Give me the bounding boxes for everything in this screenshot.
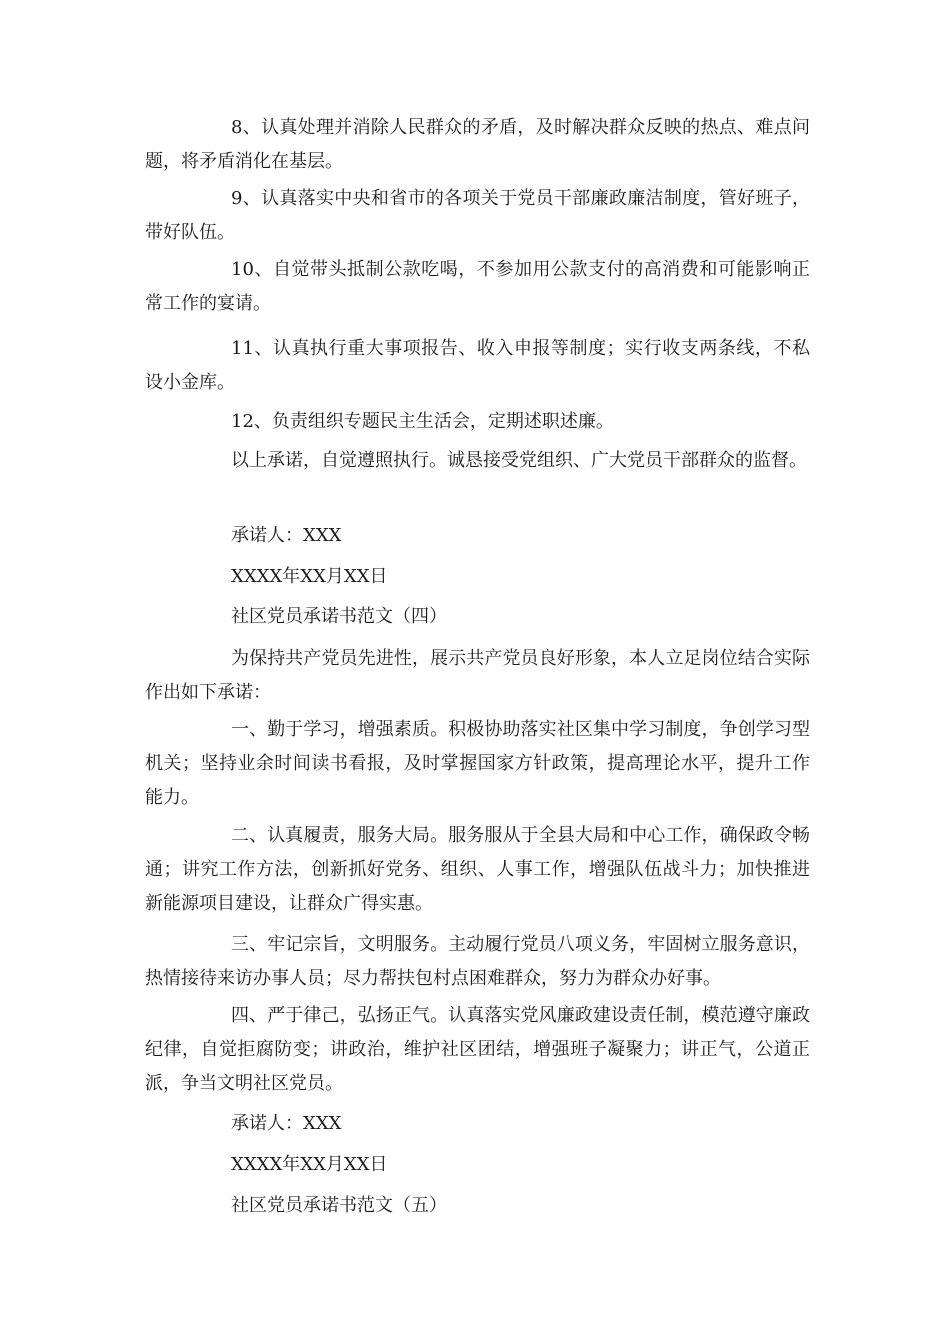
paragraph-item-9: 9、认真落实中央和省市的各项关于党员干部廉政廉洁制度，管好班子，带好队伍。 [145,188,810,243]
pledge-item-3: 三、牢记宗旨，文明服务。主动履行党员八项义务，牢固树立服务意识，热情接待来访办事人员；尽力帮扶包村点困难群众，努力为群众办好事。 [145,934,810,989]
closing-statement: 以上承诺，自觉遵照执行。诚恳接受党组织、广大党员干部群众的监督。 [231,450,807,471]
date-line: XXXX年XX月XX日 [231,1154,388,1175]
paragraph-item-11: 11、认真执行重大事项报告、收入申报等制度；实行收支两条线，不私设小金库。 [145,338,810,393]
paragraph-item-8: 8、认真处理并消除人民群众的矛盾，及时解决群众反映的热点、难点问题，将矛盾消化在基层。 [145,117,810,172]
paragraph-item-10: 10、自觉带头抵制公款吃喝，不参加用公款支付的高消费和可能影响正常工作的宴请。 [145,259,810,314]
signatory-line: 承诺人：XXX [231,1113,342,1134]
section-heading-5: 社区党员承诺书范文（五） [231,1195,447,1216]
signatory-line: 承诺人：XXX [231,525,342,546]
pledge-item-4: 四、严于律己，弘扬正气。认真落实党风廉政建设责任制，模范遵守廉政纪律，自觉拒腐防变；讲政治，维护社区团结，增强班子凝聚力；讲正气，公道正派，争当文明社区党员。 [145,1005,810,1094]
pledge-item-2: 二、认真履责，服务大局。服务服从于全县大局和中心工作，确保政令畅通；讲究工作方法，创新抓好党务、组织、人事工作，增强队伍战斗力；加快推进新能源项目建设，让群众广得实惠。 [145,825,810,914]
paragraph-item-12: 12、负责组织专题民主生活会，定期述职述廉。 [231,411,614,432]
intro-paragraph: 为保持共产党员先进性，展示共产党员良好形象，本人立足岗位结合实际作出如下承诺： [145,648,810,703]
pledge-item-1: 一、勤于学习，增强素质。积极协助落实社区集中学习制度，争创学习型机关；坚持业余时间读书看报，及时掌握国家方针政策，提高理论水平，提升工作能力。 [145,719,810,808]
section-heading-4: 社区党员承诺书范文（四） [231,606,447,627]
date-line: XXXX年XX月XX日 [231,566,388,587]
